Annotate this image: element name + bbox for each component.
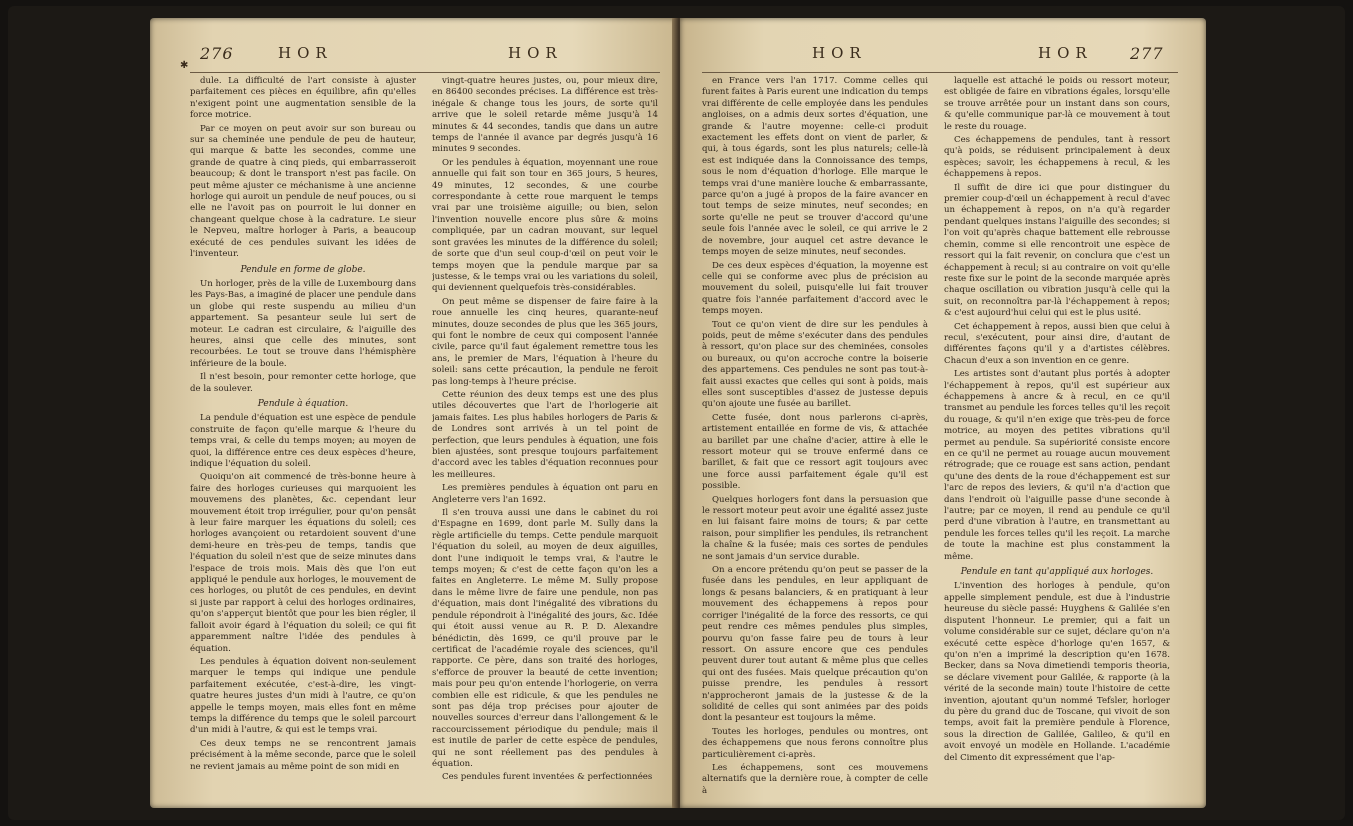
paragraph: Cet échappement à repos, aussi bien que celui à recul, s'exécutent, pour ainsi dire, d'autant de différentes façons qu'il y a d'artistes célèbres. Chacun d'eux a son invention en ce genre. xyxy=(944,321,1170,366)
paragraph: vingt-quatre heures justes, ou, pour mieux dire, en 86400 secondes précises. La différence est très-inégale & change tous les jours, de sorte qu'il arrive que le soleil retarde même jusqu'à 14 minutes & 44 secondes, tandis que dans un autre temps de l'année il avance par degrés jusqu'à 16 minutes 9 secondes. xyxy=(432,76,658,155)
paragraph: Les premières pendules à équation ont paru en Angleterre vers l'an 1692. xyxy=(432,483,658,505)
paragraph: On peut même se dispenser de faire faire à la roue annuelle les cinq heures, quarante-neuf minutes, douze secondes de plus que les 365 jours, qui font le nombre de ceux qui composent l'année civile, parce qu'il faut également remettre tous les ans, le premier de Mars, l'équation à l'heure du soleil: sans cette précaution, la pendule ne feroit pas long-temps à l'heure précise. xyxy=(432,296,658,387)
paragraph: Les échappemens, sont ces mouvemens alternatifs que la dernière roue, à compter de celle à xyxy=(702,762,928,796)
paragraph: Or les pendules à équation, moyennant une roue annuelle qui fait son tour en 365 jours, 5 heures, 49 minutes, 12 secondes, & une courbe correspondante à cette roue marquent le temps vrai par une troisième aiguille; ou bien, selon l'invention nouvelle encore plus sûre & moins compliquée, par un cadran mouvant, sur lequel sont gravées les minutes de la différence du soleil; de sorte que d'un seul coup-d'œil on peut voir le temps moyen que la pendule marque par sa justesse, & le temps vrai ou les variations du soleil, qui deviennent quelquefois très-considérables. xyxy=(432,157,658,294)
right-column-1 xyxy=(702,76,928,798)
paragraph: Ces pendules furent inventées & perfectionnées xyxy=(442,772,653,783)
paragraph: Quelques horlogers font dans la persuasion que le ressort moteur peut avoir une égalité assez juste en lui faisant faire moins de tours; & par cette raison, pour simplifier les pendules, ils retranchent la chaîne & la fusée; mais ces sortes de pendules ne sont jamais d'un service durable. xyxy=(702,494,928,562)
left-running-head-1: HOR xyxy=(278,44,333,62)
section-heading: Pendule à équation. xyxy=(257,398,349,409)
left-column-2 xyxy=(432,76,658,798)
ornament-star: ✱ xyxy=(180,60,189,71)
paragraph: La pendule d'équation est une espèce de pendule construite de façon qu'elle marque & l'heure du temps vrai, & celle du temps moyen; au moyen de quoi, la différence entre ces deux espèces d'heure, indique l'équation du soleil. xyxy=(190,413,416,469)
paragraph: Il n'est besoin, pour remonter cette horloge, que de la soulever. xyxy=(190,372,416,394)
paragraph: Les artistes sont d'autant plus portés à adopter l'échappement à repos, qu'il est supérieur aux échappemens à ancre & à recul, en ce qu'il transmet au pendule les forces telles qu'il les reçoit du rouage, & qu'il n'en exige que très-peu de force motrice, au moyen des petites vibrations qu'il permet au pendule. Sa supériorité consiste encore en ce qu'il ne permet au rouage aucun mouvement rétrograde; que ce rouage est sans action, pendant qu'une des dents de la roue d'échappement est sur l'arc de repos des leviers, & qu'il n'a d'action que dans l'endroit où l'aiguille passe d'une seconde à l'autre; par ce moyen, il rend au pendule ce qu'il perd d'une vibration à l'autre, en transmettant au pendule les forces telles qu'il les reçoit. La marche de toute la machine est plus constamment la même. xyxy=(944,369,1170,562)
right-head-rule xyxy=(702,72,1178,73)
paragraph: Quoiqu'on ait commencé de très-bonne heure à faire des horloges curieuses qui marquoient les mouvemens des planètes, &c. cependant leur mouvement étoit trop irrégulier, pour qu'on pensât à leur faire marquer les équations du soleil; ces horloges avançoient ou retardoient souvent d'une demi-heure en très-peu de temps, tandis que l'équation du soleil n'est que de seize minutes dans l'espace de trois mois. Mais dès que l'on eut appliqué le pendule aux horloges, le mouvement de ces horloges, ou plutôt de ces pendules, en devint si juste par rapport à celui des horloges ordinaires, qu'on s'apperçut bientôt que pour les bien régler, il falloit avoir égard à l'équation du soleil; ce qui fit apparemment naître l'idée des pendules à équation. xyxy=(190,472,416,654)
paragraph: laquelle est attaché le poids ou ressort moteur, est obligée de faire en vibrations égales, lorsqu'elle se trouve arrêtée pour un instant dans son cours, & qu'elle communique par-là ce mouvement à tout le reste du rouage. xyxy=(944,76,1170,132)
paragraph: Ces échappemens de pendules, tant à ressort qu'à poids, se réduisent principalement à deux espèces; savoir, les échappemens à recul, & les échappemens à repos. xyxy=(944,135,1170,180)
paragraph: Ces deux temps ne se rencontrent jamais précisément à la même seconde, parce que le soleil ne revient jamais au même point de son midi en xyxy=(190,738,416,772)
paragraph: Il suffit de dire ici que pour distinguer du premier coup-d'œil un échappement à recul d'avec un échappement à repos, on n'a qu'à regarder pendant quelques instans l'aiguille des secondes; si l'on voit qu'après chaque battement elle rebrousse chemin, comme si elle rencontroit une espèce de ressort qui la fait revenir, on conclura que c'est un échappement à recul; si au contraire on voit qu'elle reste fixe sur le point de la seconde marquée après chaque oscillation ou vibration jusqu'à celle qui la suit, on reconnoîtra par-là l'échappement à repos; & c'est aujourd'hui celui qui est le plus usité. xyxy=(944,182,1170,319)
right-running-head-2: HOR xyxy=(1038,44,1093,62)
paragraph: Il s'en trouva aussi une dans le cabinet du roi d'Espagne en 1699, dont parle M. Sully dans la règle artificielle du temps. Cette pendule marquoit l'équation du soleil, au moyen de deux aiguilles, dont l'une indiquoit le temps vrai, & l'autre le temps moyen; & c'est de cette façon qu'on les a faites en Angleterre. Le même M. Sully propose dans le même livre de faire une pendule, non pas d'équation, mais dont l'inégalité des vibrations du pendule répondroit à l'inégalité des jours, &c. Idée qui étoit aussi venue au R. P. D. Alexandre bénédictin, dès 1699, ce qu'il prouve par le certificat de l'académie royale des sciences, qu'il rapporte. Ce père, dans son traité des horloges, s'efforce de prouver la beauté de cette invention; mais pour peu qu'on entende l'horlogerie, on verra combien elle est ridicule, & que les pendules ne sont pas déja trop précises pour ajouter de nouvelles sources d'erreur dans l'allongement & le raccourcissement périodique du pendule; mais il est inutile de parler de cette espèce de pendules, qui ne sont réellement pas des pendules à équation. xyxy=(432,508,658,769)
paragraph: Cette fusée, dont nous parlerons ci-après, artistement entaillée en forme de vis, & attachée au barillet par une chaîne d'acier, attire à elle le ressort moteur qui se trouve enfermé dans ce barillet, & fait que ce ressort agit toujours avec une force aussi parfaitement égale qu'il est possible. xyxy=(702,412,928,492)
paragraph: Toutes les horloges, pendules ou montres, ont des échappemens que nous ferons connoître plus particulièrement ci-après. xyxy=(702,726,928,760)
left-page-number: 276 xyxy=(200,44,234,63)
section-heading: Pendule en forme de globe. xyxy=(240,264,366,275)
right-running-head-1: HOR xyxy=(812,44,867,62)
section-heading: Pendule en tant qu'appliqué aux horloges. xyxy=(960,567,1154,578)
left-running-head-2: HOR xyxy=(508,44,563,62)
right-page-number: 277 xyxy=(1130,44,1164,63)
right-column-2 xyxy=(944,76,1170,798)
paragraph: On a encore prétendu qu'on peut se passer de la fusée dans les pendules, en leur appliquant de longs & pesans balanciers, & en pratiquant à leur mouvement des échappemens à repos pour corriger l'inégalité de la force des ressorts, ce qui peut rendre ces mêmes pendules plus simples, pourvu qu'on fasse faire peu de tours à leur ressort. On assure encore que ces pendules peuvent durer tout autant & même plus que celles qui ont des fusées. Mais quelque précaution qu'on puisse prendre, les pendules à ressort n'approcheront jamais de la justesse & de la solidité de celles qui sont animées par des poids dont la pesanteur est toujours la même. xyxy=(702,565,928,724)
paragraph: De ces deux espèces d'équation, la moyenne est celle qui se conforme avec plus de précision au mouvement du soleil, puisqu'elle lui fait trouver quatre fois l'année parfaitement d'accord avec le temps moyen. xyxy=(702,260,928,317)
paragraph: L'invention des horloges à pendule, qu'on appelle simplement pendule, est due à l'industrie heureuse du siècle passé: Huyghens & Galilée s'en disputent l'honneur. Le premier, qui a fait un volume considérable sur ce sujet, déclare qu'on n'a exécuté cette espèce d'horloge qu'en 1657, & qu'on n'en a imprimé la description qu'en 1678. Becker, dans sa Nova dimetiendi temporis theoria, se déclare vivement pour Galilée, & rapporte (à la vérité de la seconde main) toute l'histoire de cette invention, ajoutant qu'un nommé Tefsler, horloger du père du grand duc de Toscane, qui vivoit de son temps, avoit fait la première pendule à Florence, sous la direction de Galilée, Galileo, & qu'il en avoit envoyé un modèle en Hollande. L'académie del Cimento dit expressément que l'ap- xyxy=(944,581,1170,763)
paragraph: Les pendules à équation doivent non-seulement marquer le temps qui indique une pendule parfaitement exécutée, c'est-à-dire, les vingt-quatre heures justes d'un midi à l'autre, ce qu'on appelle le temps moyen, mais elles font en même temps la différence du temps que le soleil parcourt d'un midi à l'autre, & qui est le temps vrai. xyxy=(190,656,416,736)
paragraph: Un horloger, près de la ville de Luxembourg dans les Pays-Bas, a imaginé de placer une pendule dans un globe qui reste suspendu au milieu d'un appartement. Sa pesanteur seule lui sert de moteur. Le cadran est circulaire, & l'aiguille des heures, ainsi que celle des minutes, sont recourbées. Le tout se trouve dans l'hémisphère inférieure de la boule. xyxy=(190,278,416,369)
paragraph: Par ce moyen on peut avoir sur son bureau ou sur sa cheminée une pendule de peu de hauteur, qui marque & batte les secondes, comme une grande de quatre à cinq pieds, qui embarrasseroit beaucoup; & dont le transport n'est pas facile. On peut même ajuster ce méchanisme à une ancienne horloge qui auroit un pendule de neuf pouces, ou si elle ne l'avoit pas on pourroit le lui donner en changeant quelque chose à la cadrature. Le sieur le Nepveu, maître horloger à Paris, a beaucoup exécuté de ces pendules suivant les idées de l'inventeur. xyxy=(190,123,416,260)
paragraph: Tout ce qu'on vient de dire sur les pendules à poids, peut de même s'exécuter dans des pendules à ressort, qu'on place sur des cheminées, consoles ou bureaux, ou qu'on accroche contre la boiserie des appartemens. Ces pendules ne sont pas tout-à-fait aussi exactes que celles qui sont à poids, mais elles sont susceptibles d'assez de justesse depuis qu'on ajoute une fusée au barillet. xyxy=(702,319,928,410)
right-page xyxy=(680,18,1206,808)
left-head-rule xyxy=(190,72,660,73)
paragraph: en France vers l'an 1717. Comme celles qui furent faites à Paris eurent une indication du temps vrai différente de celle employée dans les pendules angloises, on a admis deux sortes d'équation, une grande & l'autre moyenne: celle-ci produit exactement les effets dont on vient de parler, & qui, à tous égards, sont les plus naturels; celle-là est est indiquée dans la Connoissance des temps, sous le nom d'équation d'horloge. Elle marque le temps vrai d'une manière louche & embarrassante, parce qu'on a jugé à propos de la faire avancer en tout temps de seize minutes, neuf secondes; en sorte qu'elle ne peut se trouver d'accord qu'une seule fois l'année avec le soleil, ce qui arrive le 2 de novembre, jour auquel cet astre devance le temps moyen de seize minutes, neuf secondes. xyxy=(702,76,928,258)
paragraph: Cette réunion des deux temps est une des plus utiles découvertes que l'art de l'horlogerie ait jamais faites. Les plus habiles horlogers de Paris & de Londres sont arrivés à un tel point de perfection, que leurs pendules à équation, une fois bien ajustées, sont presque toujours parfaitement d'accord avec les tables d'équation reconnues pour les meilleures. xyxy=(432,389,658,480)
left-column-1 xyxy=(190,76,416,798)
left-page xyxy=(150,18,678,808)
paragraph: dule. La difficulté de l'art consiste à ajuster parfaitement ces pièces en équilibre, afin qu'elles n'exigent point une augmentation sensible de la force motrice. xyxy=(190,76,416,121)
